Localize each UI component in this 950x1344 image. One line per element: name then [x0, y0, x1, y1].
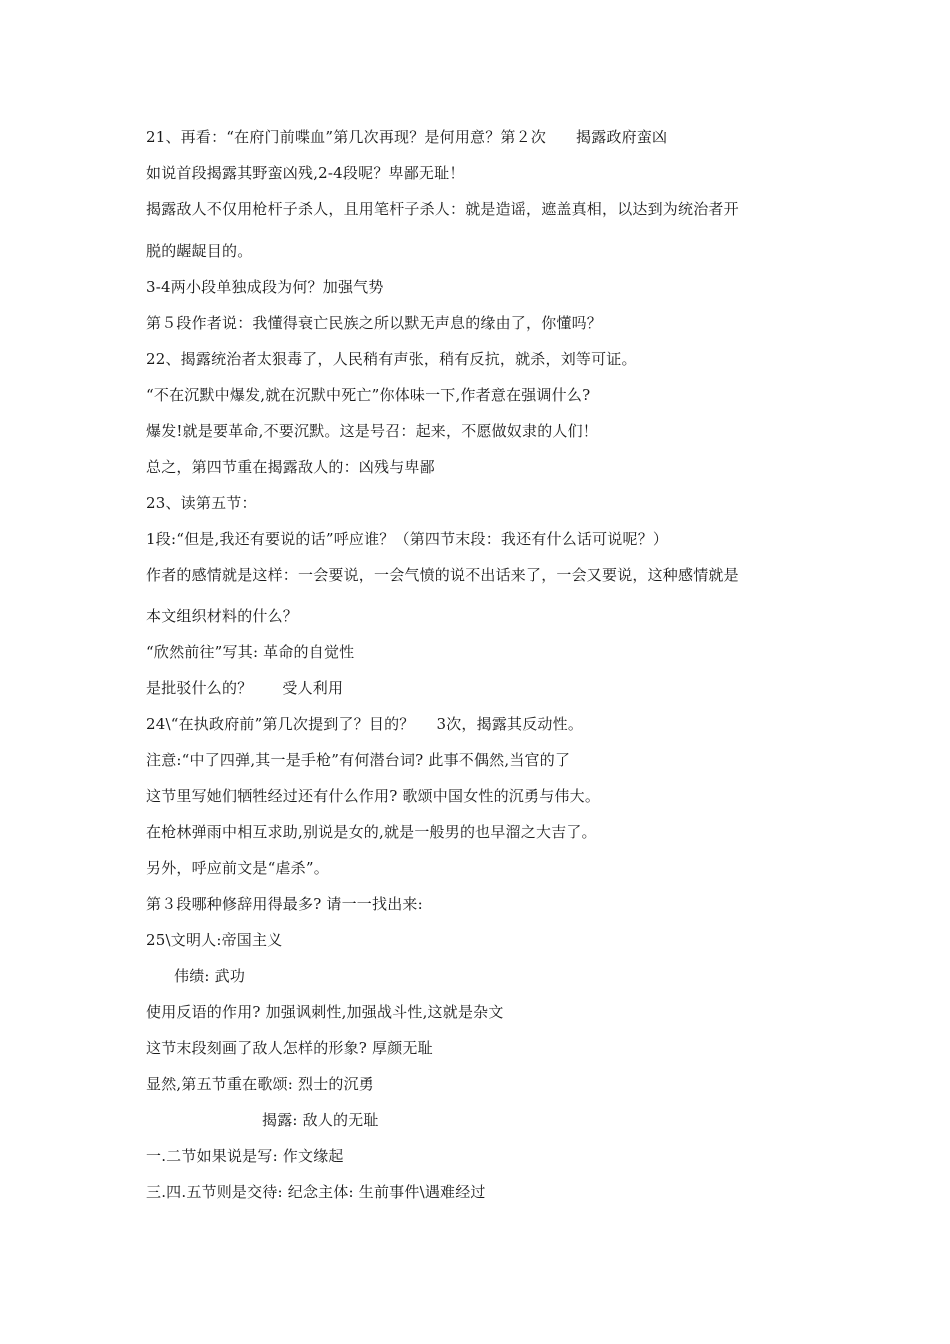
- text-line: 这节末段刻画了敌人怎样的形象? 厚颜无耻: [146, 1039, 433, 1057]
- text-line: 在枪林弹雨中相互求助,别说是女的,就是一般男的也早溜之大吉了。: [146, 823, 597, 841]
- text-line: [146, 127, 667, 147]
- text-line: 本文组织材料的什么？: [146, 607, 299, 625]
- text-line: 三.四.五节则是交待: 纪念主体: 生前事件\遇难经过: [146, 1183, 486, 1201]
- text-line: 脱的龌龊目的。: [146, 242, 253, 260]
- text-line: 23、读第五节：: [146, 494, 257, 512]
- text-line: 这节里写她们牺牲经过还有什么作用? 歌颂中国女性的沉勇与伟大。: [146, 787, 601, 805]
- text-line: 显然,第五节重在歌颂: 烈士的沉勇: [146, 1075, 374, 1093]
- text-line: 1段:“但是,我还有要说的话”呼应谁？（第四节末段：我还有什么话可说呢？）: [146, 530, 669, 548]
- line-text: 24\“在执政府前”第几次提到了？目的？: [146, 715, 415, 733]
- text-line: 第３段哪种修辞用得最多? 请一一找出来:: [146, 895, 423, 913]
- text-line: 爆发!就是要革命,不要沉默。这是号召：起来，不愿做奴隶的人们！: [146, 422, 598, 440]
- line-text-aside: 揭露政府蛮凶: [576, 128, 668, 146]
- text-line: 揭露敌人不仅用枪杆子杀人，且用笔杆子杀人：就是造谣，遮盖真相，以达到为统治者开: [146, 200, 739, 218]
- line-text: 21、再看：“在府门前喋血”第几次再现？是何用意？第２次: [146, 128, 547, 146]
- text-line: 注意:“中了四弹,其一是手枪”有何潜台词? 此事不偶然,当官的了: [146, 751, 571, 769]
- text-line: 使用反语的作用? 加强讽刺性,加强战斗性,这就是杂文: [146, 1003, 504, 1021]
- text-line: 第５段作者说：我懂得衰亡民族之所以默无声息的缘由了，你懂吗？: [146, 314, 603, 332]
- line-text: 是批驳什么的？: [146, 679, 253, 697]
- text-line: 3-4两小段单独成段为何？加强气势: [146, 278, 384, 296]
- text-line: 伟绩: 武功: [174, 967, 246, 985]
- text-line: 作者的感情就是这样：一会要说，一会气愤的说不出话来了，一会又要说，这种感情就是: [146, 566, 739, 584]
- text-line: 总之，第四节重在揭露敌人的：凶残与卑鄙: [146, 458, 435, 476]
- text-line: 一.二节如果说是写: 作文缘起: [146, 1147, 344, 1165]
- text-line: 25\文明人:帝国主义: [146, 931, 283, 949]
- text-line: “欣然前往”写其: 革命的自觉性: [146, 643, 355, 661]
- text-line: 如说首段揭露其野蛮凶残,2-4段呢？卑鄙无耻！: [146, 164, 465, 182]
- line-text-aside: 3次，揭露其反动性。: [436, 715, 584, 733]
- text-line: 22、揭露统治者太狠毒了，人民稍有声张，稍有反抗，就杀，刘等可证。: [146, 350, 637, 368]
- text-line: [146, 714, 583, 734]
- line-text-aside: 受人利用: [282, 679, 344, 697]
- text-line: 另外，呼应前文是“虐杀”。: [146, 859, 329, 877]
- text-line: “不在沉默中爆发,就在沉默中死亡”你体味一下,作者意在强调什么?: [146, 386, 591, 404]
- text-line: 揭露: 敌人的无耻: [262, 1111, 379, 1129]
- text-line: [146, 678, 343, 698]
